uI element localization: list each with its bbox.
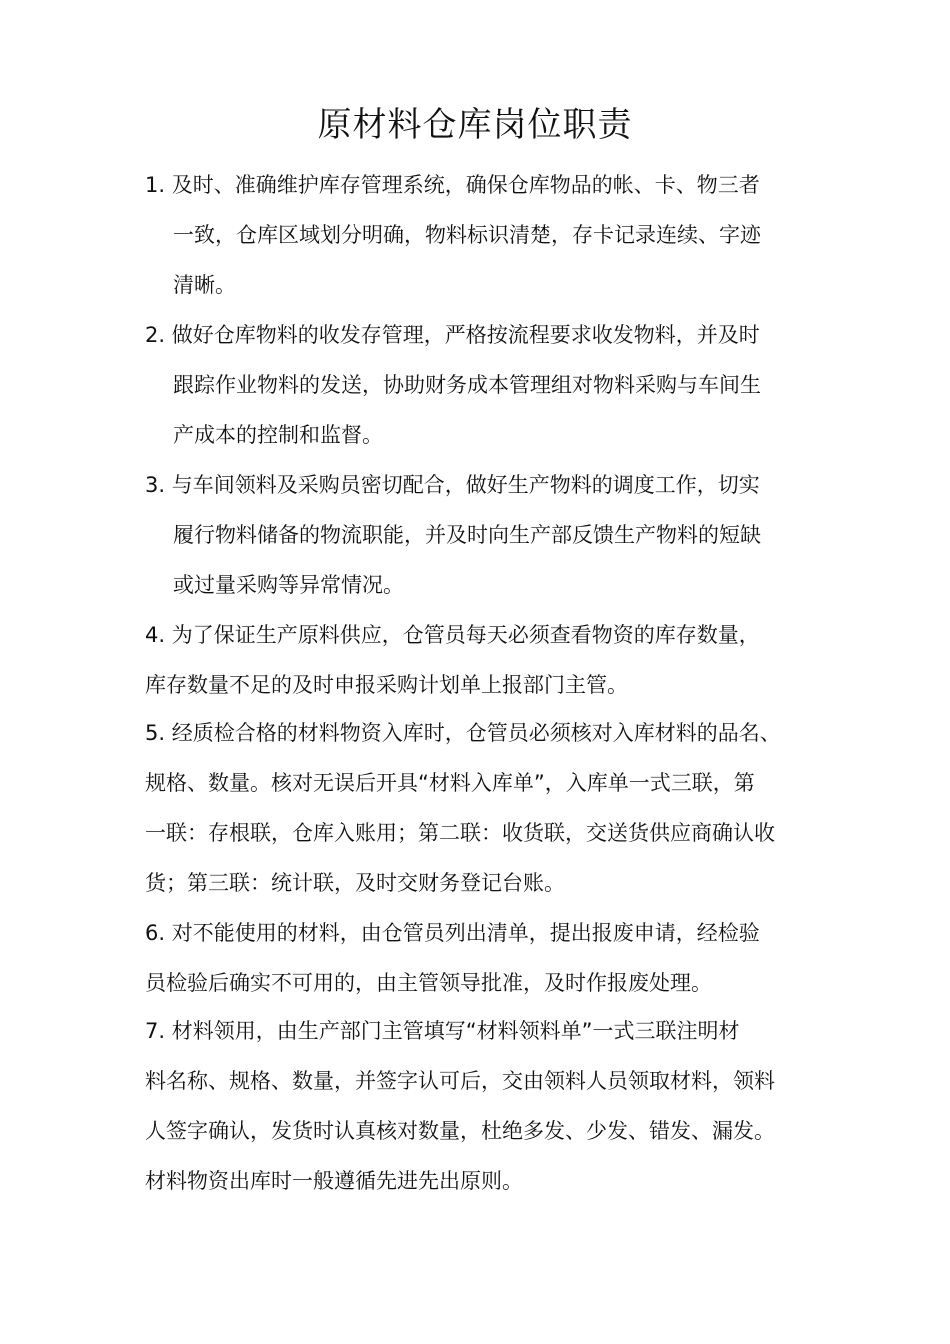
item-2-line-2: 跟踪作业物料的发送，协助财务成本管理组对物料采购与车间生 (173, 373, 761, 397)
page-title: 原材料仓库岗位职责 (317, 105, 633, 145)
item-7-line-4: 材料物资出库时一般遵循先进先出原则。 (145, 1169, 523, 1193)
item-1-line-1: 1. 及时、准确维护库存管理系统，确保仓库物品的帐、卡、物三者 (145, 173, 760, 197)
item-5-line-4: 货；第三联：统计联，及时交财务登记台账。 (145, 871, 565, 895)
item-7-line-2: 料名称、规格、数量，并签字认可后，交由领料人员领取材料，领料 (145, 1069, 775, 1093)
item-6-line-1: 6. 对不能使用的材料，由仓管员列出清单，提出报废申请，经检验 (145, 921, 760, 945)
item-5-line-1: 5. 经质检合格的材料物资入库时，仓管员必须核对入库材料的品名、 (145, 721, 781, 745)
item-4-line-1: 4. 为了保证生产原料供应，仓管员每天必须查看物资的库存数量， (145, 623, 760, 647)
item-7-line-3: 人签字确认，发货时认真核对数量，杜绝多发、少发、错发、漏发。 (145, 1119, 775, 1143)
item-5-line-3: 一联：存根联，仓库入账用；第二联：收货联，交送货供应商确认收 (145, 821, 775, 845)
item-4-line-2: 库存数量不足的及时申报采购计划单上报部门主管。 (145, 673, 628, 697)
item-2-line-1: 2. 做好仓库物料的收发存管理，严格按流程要求收发物料，并及时 (145, 323, 760, 347)
item-1-line-2: 一致，仓库区域划分明确，物料标识清楚，存卡记录连续、字迹 (173, 223, 761, 247)
item-2-line-3: 产成本的控制和监督。 (173, 423, 383, 447)
item-5-line-2: 规格、数量。核对无误后开具“材料入库单”，入库单一式三联，第 (145, 771, 755, 795)
item-3-line-2: 履行物料储备的物流职能，并及时向生产部反馈生产物料的短缺 (173, 523, 761, 547)
item-3-line-3: 或过量采购等异常情况。 (173, 573, 404, 597)
item-3-line-1: 3. 与车间领料及采购员密切配合，做好生产物料的调度工作，切实 (145, 473, 760, 497)
item-6-line-2: 员检验后确实不可用的，由主管领导批准，及时作报废处理。 (145, 971, 712, 995)
item-1-line-3: 清晰。 (173, 273, 236, 297)
item-7-line-1: 7. 材料领用，由生产部门主管填写“材料领料单”一式三联注明材 (145, 1019, 740, 1043)
